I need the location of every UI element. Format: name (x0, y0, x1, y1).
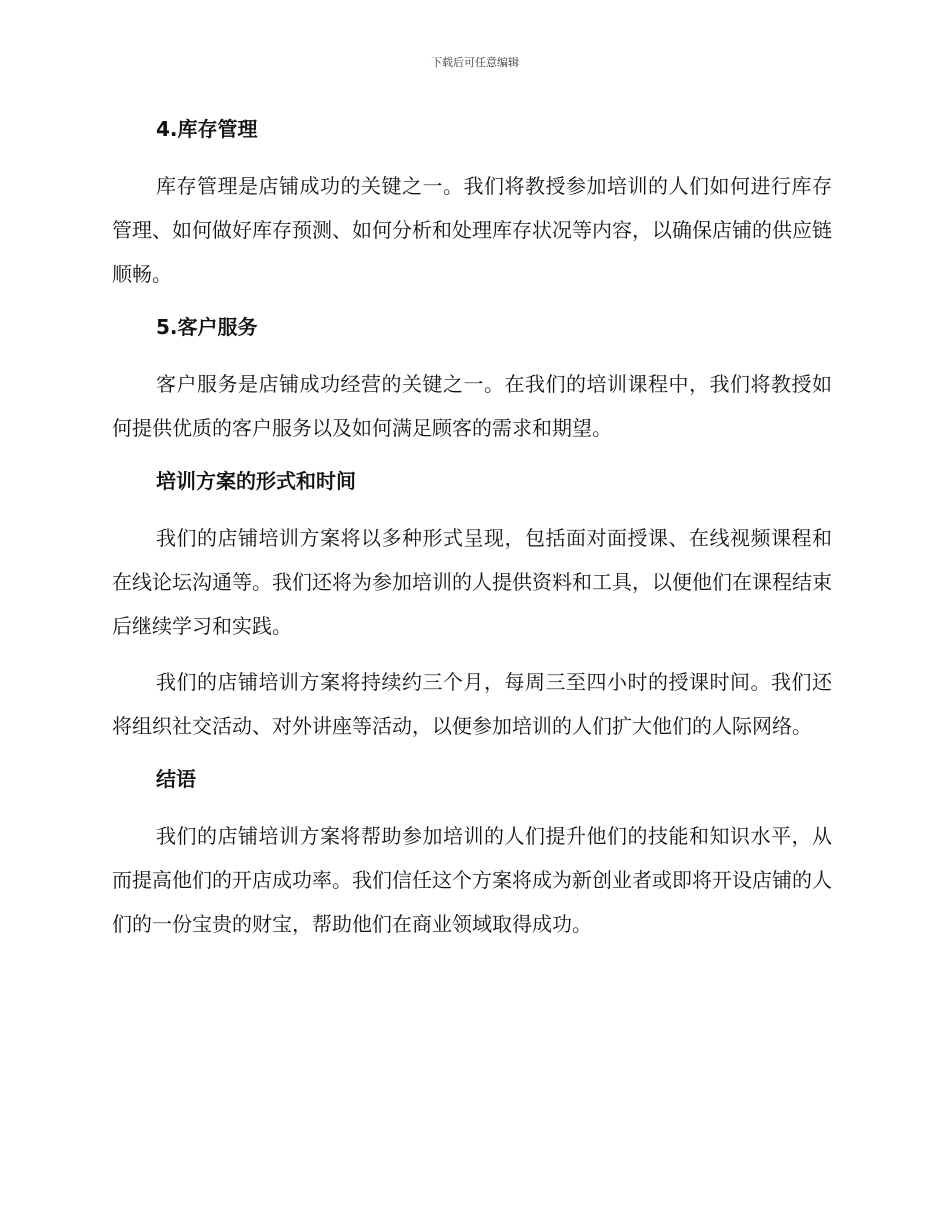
section-heading-customer-service: 5.客户服务 (156, 315, 258, 339)
paragraph-customer-service: 客户服务是店铺成功经营的关键之一。在我们的培训课程中，我们将教授如何提供优质的客户服务以及如何满足顾客的需求和期望。 (112, 372, 832, 440)
paragraph-duration: 我们的店铺培训方案将持续约三个月，每周三至四小时的授课时间。我们还将组织社交活动、对外讲座等活动，以便参加培训的人们扩大他们的人际网络。 (112, 670, 832, 738)
paragraph-inventory: 库存管理是店铺成功的关键之一。我们将教授参加培训的人们如何进行库存管理、如何做好库存预测、如何分析和处理库存状况等内容，以确保店铺的供应链顺畅。 (112, 174, 832, 286)
paragraph-format: 我们的店铺培训方案将以多种形式呈现，包括面对面授课、在线视频课程和在线论坛沟通等。我们还将为参加培训的人提供资料和工具，以便他们在课程结束后继续学习和实践。 (112, 526, 832, 638)
page-header: 下载后可任意编辑 (431, 56, 519, 69)
section-heading-format-and-time: 培训方案的形式和时间 (156, 469, 356, 493)
section-heading-conclusion: 结语 (156, 767, 196, 791)
document-body (112, 110, 832, 958)
paragraph-conclusion: 我们的店铺培训方案将帮助参加培训的人们提升他们的技能和知识水平，从而提高他们的开店成功率。我们信任这个方案将成为新创业者或即将开设店铺的人们的一份宝贵的财宝，帮助他们在商业领域取得成功。 (112, 824, 832, 936)
section-heading-inventory: 4.库存管理 (156, 117, 258, 141)
